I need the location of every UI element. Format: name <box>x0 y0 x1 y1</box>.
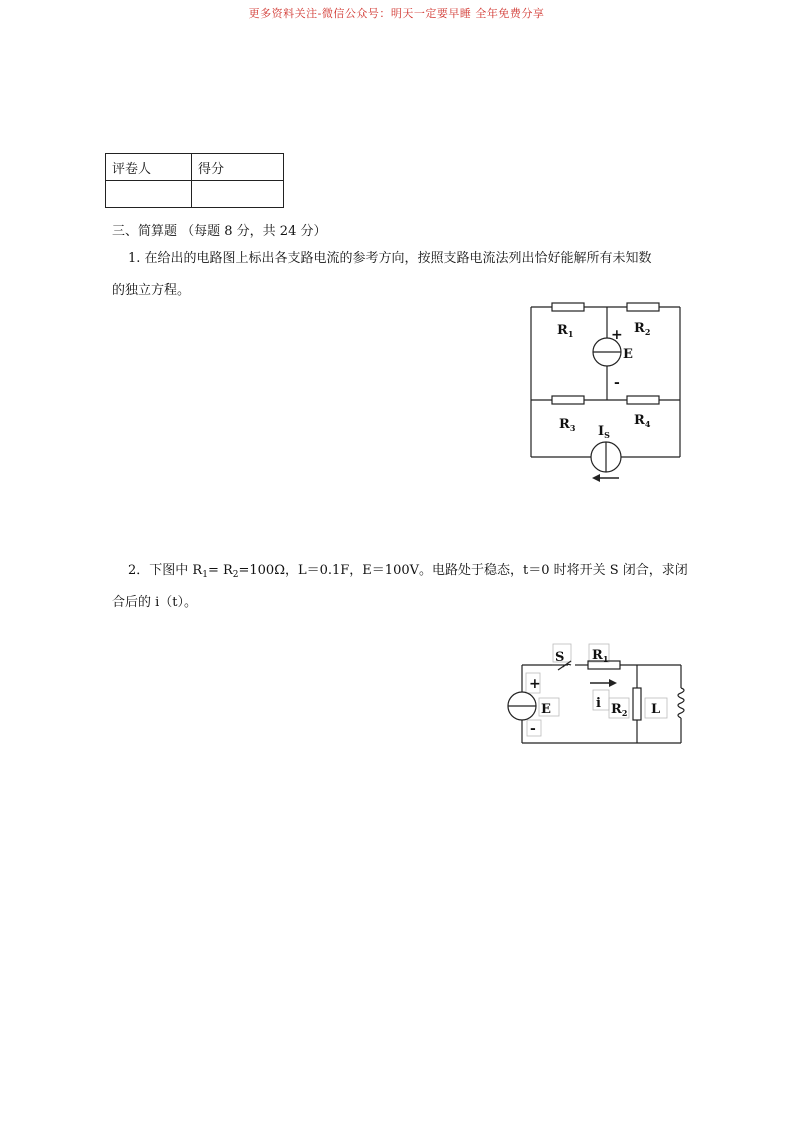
label-minus: - <box>530 721 536 737</box>
q2-line1: 2．下图中 $R_1= R_2=100\Omega$，L＝0.1F，E＝100V。电路处于稳态，t＝0 时将开关 S 闭合，求闭 <box>128 563 688 580</box>
inductor-l <box>678 688 684 718</box>
section-heading: 三、简算题 （每题 8 分，共 24 分） <box>112 224 327 239</box>
resistor-r2 <box>633 688 641 720</box>
q2-line2: 合后的 i（t）。 <box>112 595 198 610</box>
label-r2: $R_2$ <box>611 702 628 718</box>
label-is: $I_S$ <box>598 424 610 440</box>
q1-line2: 的独立方程。 <box>112 283 191 298</box>
label-i: i <box>596 696 601 711</box>
label-minus: - <box>614 375 620 391</box>
label-l: L <box>651 702 661 717</box>
label-e: E <box>623 347 633 362</box>
label-r1: $R_1$ <box>557 323 574 339</box>
label-e: E <box>541 702 551 717</box>
label-r1: $R_1$ <box>592 648 609 664</box>
label-plus: + <box>529 676 541 692</box>
label-r3: $R_3$ <box>559 417 576 433</box>
score-label: 得分 <box>192 154 284 181</box>
banner: 更多资料关注-微信公众号：明天一定要早睡 全年免费分享 <box>248 7 545 20</box>
label-plus: + <box>611 327 623 343</box>
current-arrow-icon <box>609 679 617 687</box>
q1-line1: 1. 在给出的电路图上标出各支路电流的参考方向，按照支路电流法列出恰好能解所有未知数 <box>128 251 652 266</box>
label-r2: $R_2$ <box>634 321 651 337</box>
label-r4: $R_4$ <box>634 413 651 429</box>
grader-label: 评卷人 <box>106 154 192 181</box>
label-s: S <box>555 650 565 665</box>
